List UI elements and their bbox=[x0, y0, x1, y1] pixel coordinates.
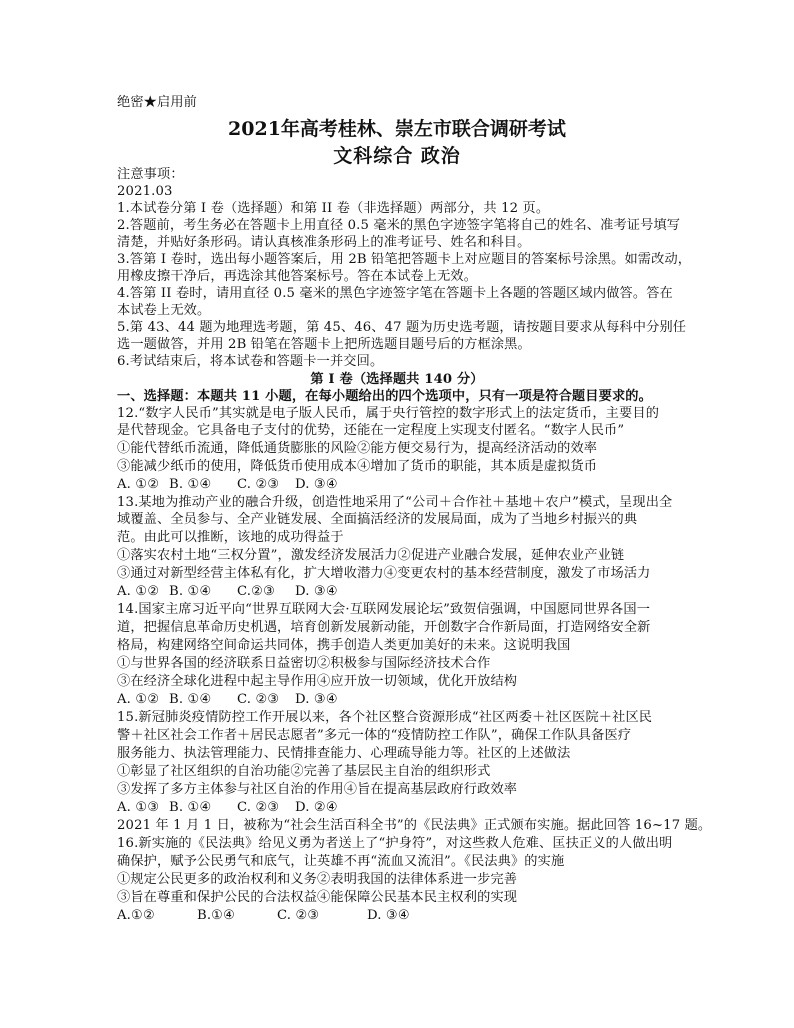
option-b: B. ①④ bbox=[169, 692, 212, 707]
notice-label: 注意事项： bbox=[117, 167, 184, 182]
option-b: B. ①④ bbox=[169, 800, 212, 815]
section-instruction: 一、选择题：本题共 11 小题，在每小题给出的四个选项中，只有一项是符合题目要求的。 bbox=[117, 389, 652, 404]
notice-line: 用橡皮擦干净后，再选涂其他答案标号。答在本试卷上无效。 bbox=[117, 269, 478, 284]
option-b: B. ①④ bbox=[169, 584, 212, 599]
option-d: D. ③④ bbox=[295, 584, 338, 599]
question-15-stem: 警＋社区社会工作者＋居民志愿者”多元一体的“疫情防控工作队”，确保工作队具备医疗 bbox=[117, 728, 632, 743]
notice-line: 3.答第 I 卷时，选出每小题答案后，用 2B 铅笔把答题卡上对应题目的答案标号涂黑。如需改动， bbox=[117, 252, 692, 267]
question-16-statement: ③旨在尊重和保护公民的合法权益④能保障公民基本民主权利的实现 bbox=[117, 890, 518, 905]
question-13-stem: 范。由此可以推断，该地的成功得益于 bbox=[117, 530, 344, 545]
question-12-stem: 是代替现金。它具备电子支付的优势，还能在一定程度上实现支付匿名。“数字人民币” bbox=[117, 423, 625, 438]
option-a: A. ①② bbox=[117, 584, 160, 599]
option-a: A. ①② bbox=[117, 692, 160, 707]
question-13-statement: ③通过对新型经营主体私有化，扩大增收潜力④变更农村的基本经营制度，激发了市场活力 bbox=[117, 566, 651, 581]
option-c: C. ②③ bbox=[237, 692, 280, 707]
question-14-stem: 格局，构建网络空间命运共同体，携手创造人类更加美好的未来。这说明我国 bbox=[117, 638, 571, 653]
question-15-statement: ①彰显了社区组织的自治功能②完善了基层民主自治的组织形式 bbox=[117, 764, 491, 779]
option-c: C.②③ bbox=[237, 584, 276, 599]
question-15-stem: 服务能力、执法管理能力、民情排查能力、心理疏导能力等。社区的上述做法 bbox=[117, 746, 571, 761]
option-d: D. ②④ bbox=[295, 800, 338, 815]
question-15-statement: ③发挥了多方主体参与社区自治的作用④旨在提高基层政府行政效率 bbox=[117, 782, 518, 797]
question-14-stem: 14.国家主席习近平向“世界互联网大会·互联网发展论坛”致贺信强调，中国愿同世界各国一 bbox=[117, 602, 651, 617]
option-d: D. ③④ bbox=[295, 477, 338, 492]
question-16-statement: ①规定公民更多的政治权利和义务②表明我国的法律体系进一步完善 bbox=[117, 872, 518, 887]
question-16-stem: 16.新实施的《民法典》给见义勇为者送上了“护身符”，对这些救人危难、匡扶正义的人做出明 bbox=[117, 836, 673, 851]
notice-line: 清楚，并贴好条形码。请认真核准条形码上的准考证号、姓名和科目。 bbox=[117, 235, 531, 250]
material-intro: 2021 年 1 月 1 日，被称为“社会生活百科全书”的《民法典》正式颁布实施。据此回答 16~17 题。 bbox=[117, 818, 712, 833]
question-12-stem: 12.“数字人民币”其实就是电子版人民币，属于央行管控的数字形式上的法定货币，主要目的 bbox=[117, 406, 660, 421]
question-14-stem: 道，把握信息革命历史机遇，培育创新发展新动能，开创数字合作新局面，打造网络安全新 bbox=[117, 620, 651, 635]
question-12-statement: ③能减少纸币的使用，降低货币使用成本④增加了货币的职能，其本质是虚拟货币 bbox=[117, 459, 598, 474]
notice-line: 2.答题前，考生务必在答题卡上用直径 0.5 毫米的黑色字迹签字笔将自己的姓名、准考证号填写 bbox=[117, 218, 681, 233]
option-b: B.①④ bbox=[197, 908, 236, 923]
notice-line: 选一题做答，并用 2B 铅笔在答题卡上把所选题目题号后的方框涂黑。 bbox=[117, 337, 531, 352]
question-14-options bbox=[117, 691, 338, 708]
option-b: B. ①④ bbox=[169, 477, 212, 492]
option-a: A. ①③ bbox=[117, 800, 160, 815]
question-13-stem: 13.某地为推动产业的融合升级，创造性地采用了“公司＋合作社＋基地＋农户”模式，呈现出全 bbox=[117, 495, 673, 510]
secret-mark: 绝密★启用前 bbox=[117, 95, 198, 110]
question-16-options bbox=[117, 907, 410, 924]
option-c: C. ②③ bbox=[237, 477, 280, 492]
notice-date: 2021.03 bbox=[117, 184, 173, 199]
exam-title: 2021年高考桂林、崇左市联合调研考试 bbox=[228, 118, 566, 140]
question-13-stem: 域覆盖、全员参与、全产业链发展、全面搞活经济的发展局面，成为了当地乡村振兴的典 bbox=[117, 512, 638, 527]
question-14-statement: ①与世界各国的经济联系日益密切②积极参与国际经济技术合作 bbox=[117, 656, 491, 671]
notice-line: 6.考试结束后，将本试卷和答题卡一并交回。 bbox=[117, 354, 384, 369]
option-a: A.①② bbox=[117, 908, 155, 923]
exam-subtitle: 文科综合 政治 bbox=[333, 145, 461, 167]
option-d: D. ③④ bbox=[295, 692, 338, 707]
notice-line: 本试卷上无效。 bbox=[117, 303, 211, 318]
question-13-statement: ①落实农村土地“三权分置”，激发经济发展活力②促进产业融合发展，延伸农业产业链 bbox=[117, 548, 625, 563]
question-15-stem: 15.新冠肺炎疫情防控工作开展以来，各个社区整合资源形成“社区两委＋社区医院＋社区民 bbox=[117, 710, 653, 725]
option-d: D. ③④ bbox=[367, 908, 410, 923]
question-14-statement: ③在经济全球化进程中起主导作用④应开放一切领域，优化开放结构 bbox=[117, 674, 518, 689]
question-15-options bbox=[117, 799, 338, 816]
question-12-statement: ①能代替纸币流通，降低通货膨胀的风险②能方便交易行为，提高经济活动的效率 bbox=[117, 441, 598, 456]
notice-line: 1.本试卷分第 I 卷（选择题）和第 II 卷（非选择题）两部分，共 12 页。 bbox=[117, 201, 550, 216]
question-12-options bbox=[117, 476, 338, 493]
option-c: C. ②③ bbox=[277, 908, 320, 923]
question-16-stem: 确保护，赋予公民勇气和底气，让英雄不再“流血又流泪”。《民法典》的实施 bbox=[117, 854, 565, 869]
section-heading: 第 I 卷（选择题共 140 分） bbox=[310, 372, 484, 387]
option-c: C. ②③ bbox=[237, 800, 280, 815]
notice-line: 5.第 43、44 题为地理选考题，第 45、46、47 题为历史选考题，请按题目要求从每科中分别任 bbox=[117, 320, 687, 335]
question-13-options bbox=[117, 583, 338, 600]
option-a: A. ①② bbox=[117, 477, 160, 492]
notice-line: 4.答第 II 卷时，请用直径 0.5 毫米的黑色字迹签字笔在答题卡上各题的答题区域内做答。答在 bbox=[117, 286, 673, 301]
